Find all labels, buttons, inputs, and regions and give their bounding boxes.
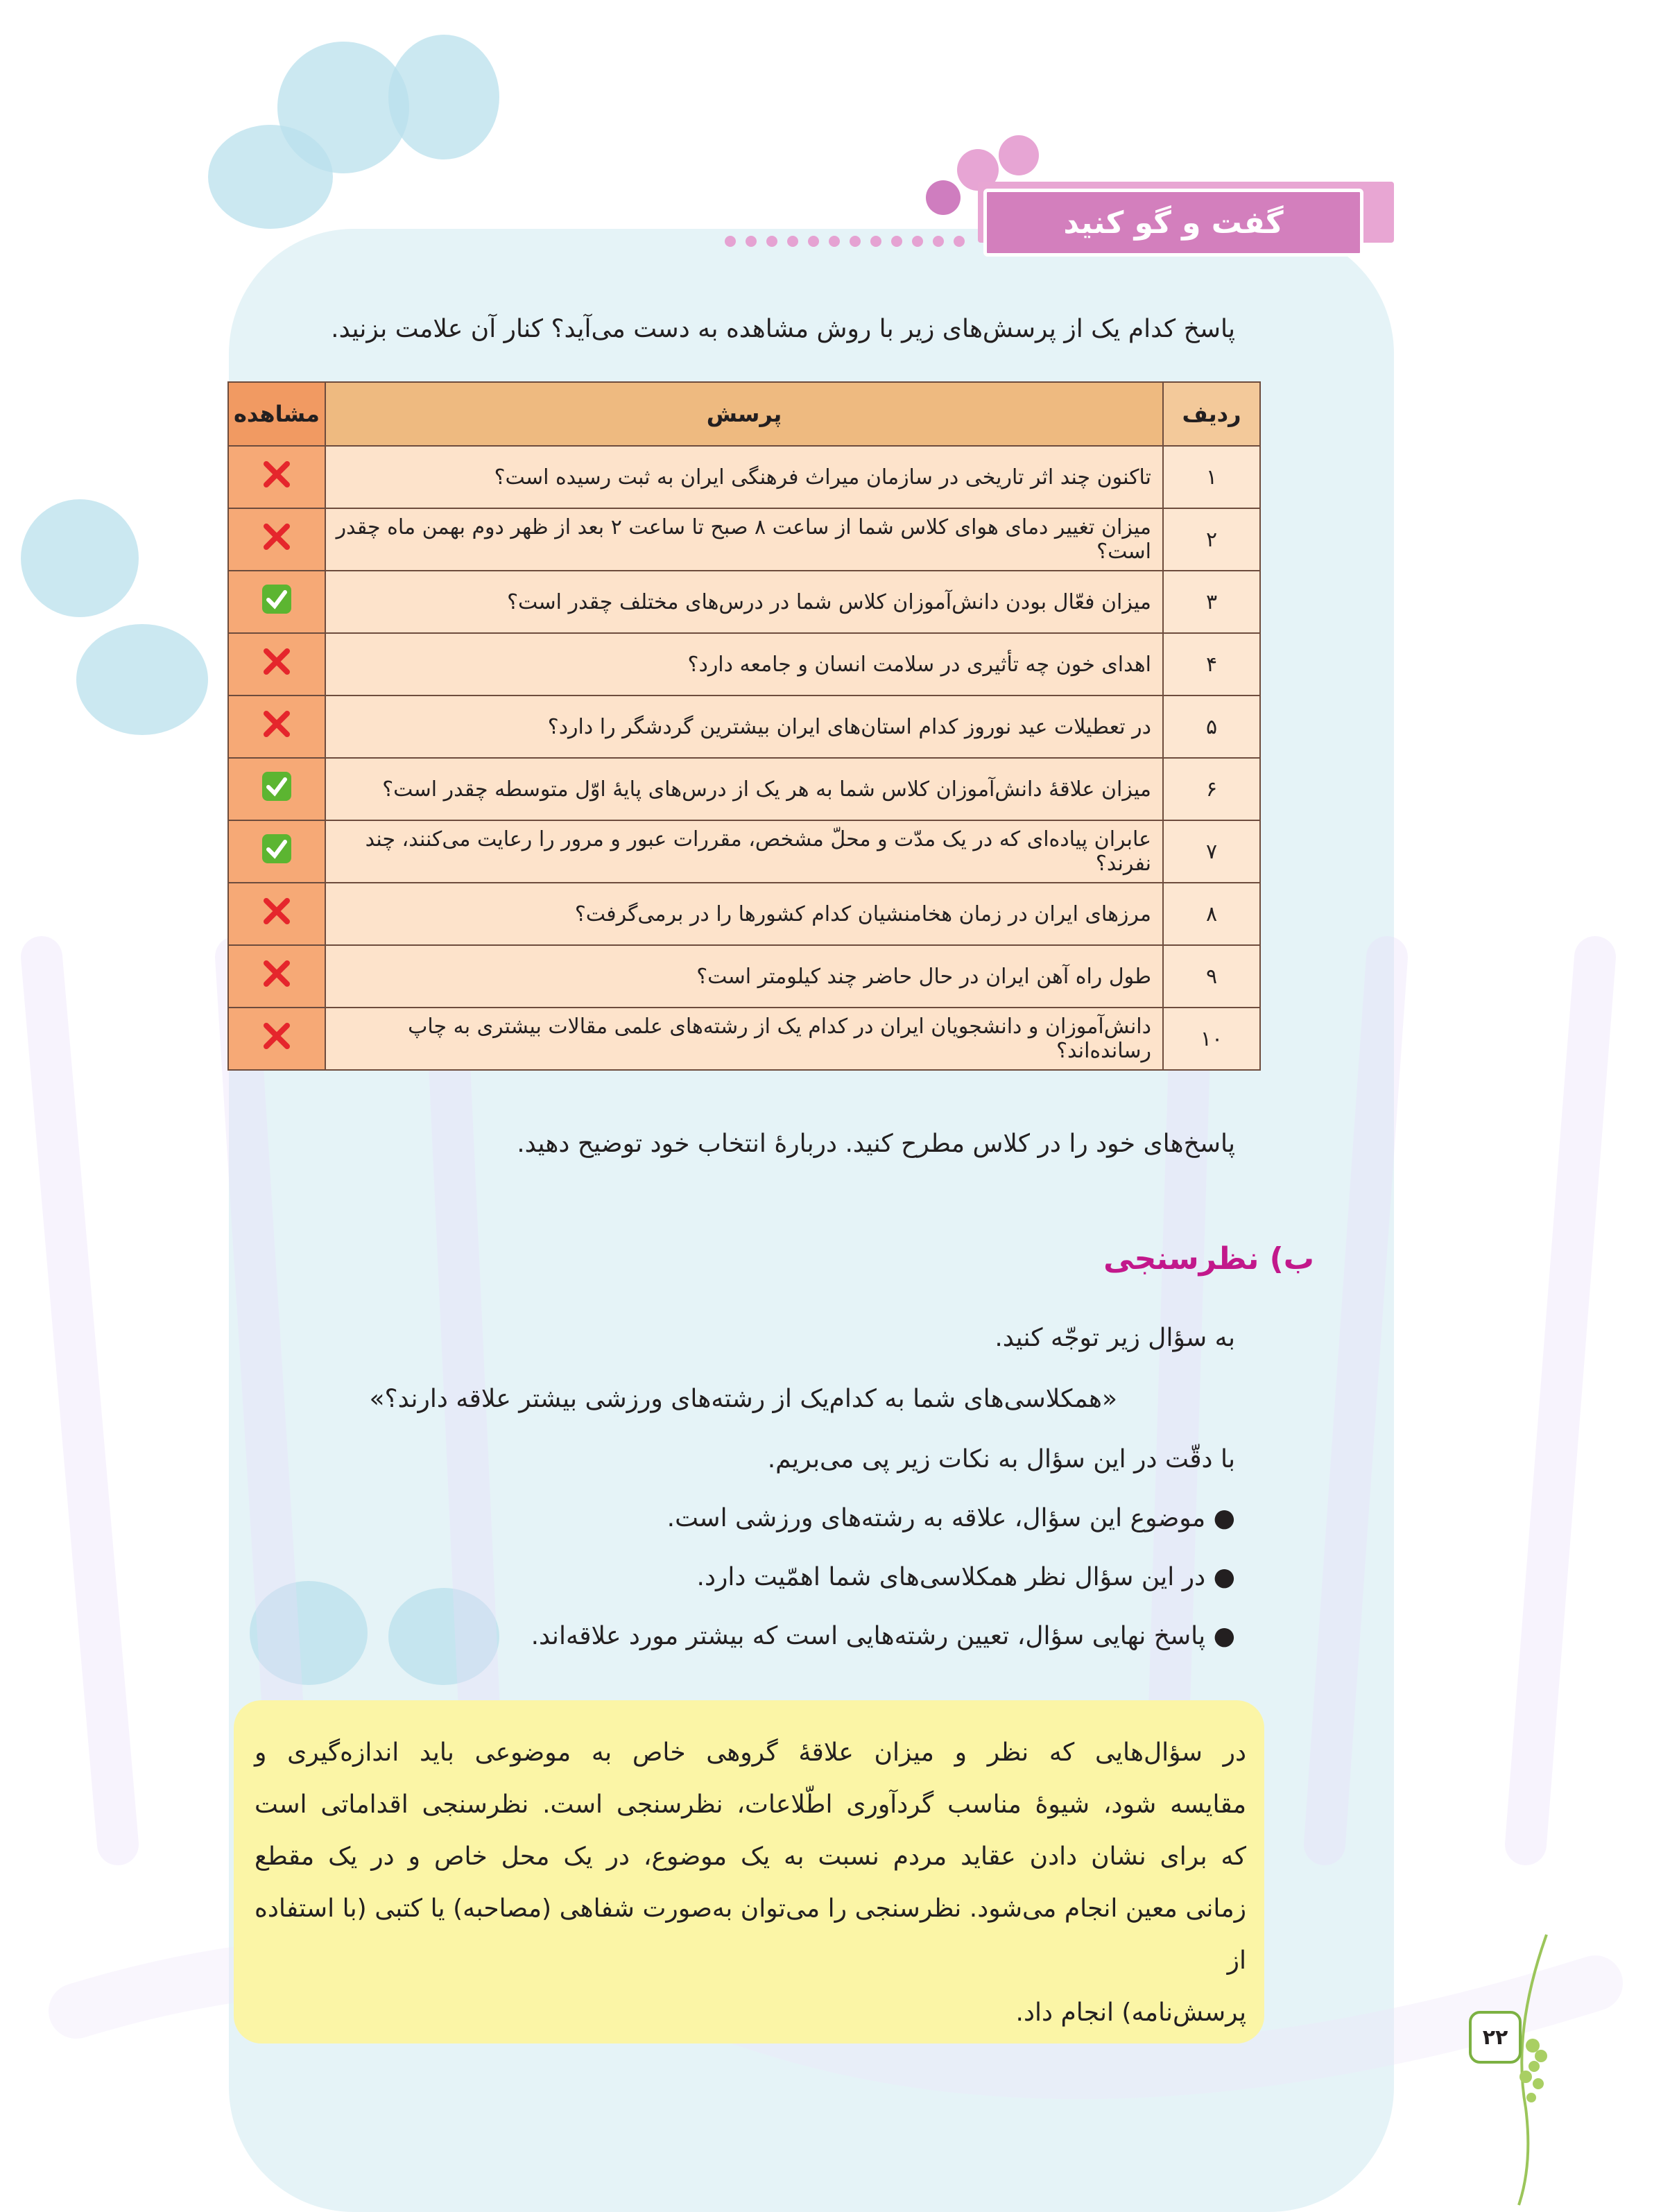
section-quote: «همکلاسی‌های شما به کدام‌یک از رشته‌های ورزشی بیشتر علاقه دارند؟» (369, 1385, 1117, 1413)
bullet-text: پاسخ نهایی سؤال، تعیین رشته‌هایی است که بیشتر مورد علاقه‌اند. (531, 1622, 1206, 1650)
vine-decoration (1484, 1928, 1567, 2211)
intro-text: پاسخ کدام یک از پرسش‌های زیر با روش مشاهده به دست می‌آید؟ کنار آن علامت بزنید. (331, 315, 1235, 343)
observation-cell (228, 1008, 325, 1070)
flower-petal-decoration (208, 125, 333, 229)
table-row (228, 633, 1260, 695)
observation-cell (228, 945, 325, 1008)
table-row (228, 1008, 1260, 1070)
observation-cell (228, 446, 325, 508)
row-number: ۳ (1163, 571, 1260, 633)
question-text: طول راه آهن ایران در حال حاضر چند کیلومتر است؟ (325, 945, 1163, 1008)
row-number: ۱۰ (1163, 1008, 1260, 1070)
check-icon (261, 770, 293, 802)
table-header-row (228, 382, 1260, 446)
observation-cell (228, 758, 325, 820)
section-paragraph-1: به سؤال زیر توجّه کنید. (995, 1324, 1235, 1352)
table-row (228, 820, 1260, 883)
table-row (228, 695, 1260, 758)
observation-cell (228, 820, 325, 883)
observation-cell (228, 571, 325, 633)
info-line: در سؤال‌هایی که نظر و میزان علاقهٔ گروهی خاص به موضوعی باید اندازه‌گیری و (255, 1738, 1246, 1767)
question-text: مرزهای ایران در زمان هخامنشیان کدام کشورها را در برمی‌گرفت؟ (325, 883, 1163, 945)
column-header-row-number: ردیف (1163, 382, 1260, 446)
column-header-question: پرسش (325, 382, 1163, 446)
questions-table (227, 381, 1261, 1071)
info-line: که برای نشان دادن عقاید مردم نسبت به یک موضوع، در یک محل خاص و در یک مقطع (255, 1842, 1246, 1871)
header-dots-decoration (725, 236, 981, 252)
info-line: پرسش‌نامه) انجام داد. (1015, 1998, 1246, 2027)
observation-cell (228, 508, 325, 571)
bullet-item: ● در این سؤال نظر همکلاسی‌های شما اهمّیت دارد. (696, 1563, 1235, 1591)
cross-icon (261, 646, 293, 677)
page-number: ۲۲ (1469, 2011, 1522, 2064)
bullet-text: موضوع این سؤال، علاقه به رشته‌های ورزشی است. (666, 1504, 1206, 1532)
question-text: اهدای خون چه تأثیری در سلامت انسان و جامعه دارد؟ (325, 633, 1163, 695)
info-line: زمانی معین انجام می‌شود. نظرسنجی را می‌توان به‌صورت شفاهی (مصاحبه) یا کتبی (با استفاده از (255, 1894, 1246, 1975)
section-title: ب) نظرسنجی (1103, 1241, 1314, 1277)
row-number: ۴ (1163, 633, 1260, 695)
question-text: میزان تغییر دمای هوای کلاس شما از ساعت ۸ صبح تا ساعت ۲ بعد از ظهر دوم بهمن ماه چقدر است؟ (325, 508, 1163, 571)
column-header-observation: مشاهده (228, 382, 325, 446)
question-text: دانش‌آموزان و دانشجویان ایران در کدام یک از رشته‌های علمی مقالات بیشتری به چاپ رسانده‌اند؟ (325, 1008, 1163, 1070)
cross-icon (261, 521, 293, 553)
question-text: میزان علاقهٔ دانش‌آموزان کلاس شما به هر یک از درس‌های پایهٔ اوّل متوسطه چقدر است؟ (325, 758, 1163, 820)
check-icon (261, 833, 293, 865)
check-icon (261, 583, 293, 615)
header-decoration-circle (999, 135, 1039, 175)
cross-icon (261, 458, 293, 490)
info-box-text (255, 1727, 1246, 2039)
table-row (228, 508, 1260, 571)
row-number: ۹ (1163, 945, 1260, 1008)
observation-cell (228, 633, 325, 695)
row-number: ۱ (1163, 446, 1260, 508)
question-text: در تعطیلات عید نوروز کدام استان‌های ایران بیشترین گردشگر را دارد؟ (325, 695, 1163, 758)
table-row (228, 758, 1260, 820)
observation-cell (228, 883, 325, 945)
question-text: عابران پیاده‌ای که در یک مدّت و محلّ مشخص، مقررات عبور و مرور را رعایت می‌کنند، چند نفرند؟ (325, 820, 1163, 883)
observation-cell (228, 695, 325, 758)
header-decoration-circle (926, 180, 961, 215)
row-number: ۸ (1163, 883, 1260, 945)
cross-icon (261, 708, 293, 740)
flower-petal-decoration (388, 35, 499, 159)
after-table-text: پاسخ‌های خود را در کلاس مطرح کنید. دربارهٔ انتخاب خود توضیح دهید. (517, 1130, 1235, 1158)
bullet-text: در این سؤال نظر همکلاسی‌های شما اهمّیت دارد. (696, 1563, 1206, 1591)
row-number: ۶ (1163, 758, 1260, 820)
flower-petal-decoration (21, 499, 139, 617)
question-text: تاکنون چند اثر تاریخی در سازمان میراث فرهنگی ایران به ثبت رسیده است؟ (325, 446, 1163, 508)
table-row (228, 571, 1260, 633)
section-paragraph-2: با دقّت در این سؤال به نکات زیر پی می‌بریم. (767, 1445, 1235, 1474)
question-text: میزان فعّال بودن دانش‌آموزان کلاس شما در درس‌های مختلف چقدر است؟ (325, 571, 1163, 633)
table-row (228, 945, 1260, 1008)
cross-icon (261, 958, 293, 990)
bullet-item: ● پاسخ نهایی سؤال، تعیین رشته‌هایی است که بیشتر مورد علاقه‌اند. (531, 1622, 1235, 1650)
info-line: مقایسه شود، شیوهٔ مناسب گردآوری اطّلاعات، نظرسنجی است. نظرسنجی اقداماتی است (255, 1790, 1246, 1819)
cross-icon (261, 1020, 293, 1052)
row-number: ۵ (1163, 695, 1260, 758)
bullet-item: ● موضوع این سؤال، علاقه به رشته‌های ورزشی است. (666, 1504, 1235, 1532)
flower-petal-decoration (76, 624, 208, 735)
row-number: ۷ (1163, 820, 1260, 883)
table-row (228, 883, 1260, 945)
cross-icon (261, 895, 293, 927)
row-number: ۲ (1163, 508, 1260, 571)
table-row (228, 446, 1260, 508)
section-header-title: گفت و گو کنید (983, 189, 1363, 257)
